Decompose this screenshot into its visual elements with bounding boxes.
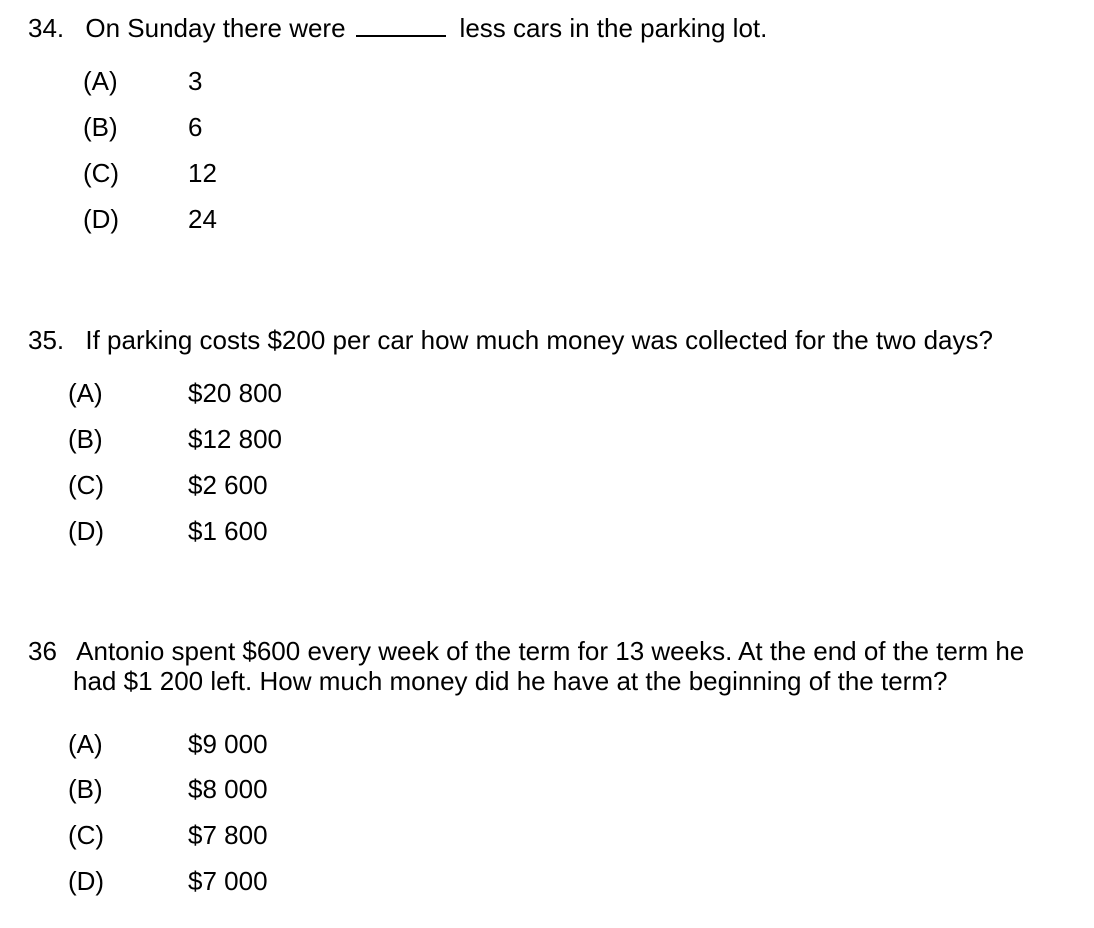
answer-blank <box>356 13 446 37</box>
question-35-stem <box>28 325 993 355</box>
question-number: 34. <box>28 13 65 43</box>
question-number: 36 <box>28 636 57 666</box>
option-letter: (C) <box>68 820 105 850</box>
question-36-stem-continued: had $1 200 left. How much money did he have at the beginning of the term? <box>73 666 948 696</box>
question-text: Antonio spent $600 every week of the term for 13 weeks. At the end of the term he <box>76 636 1025 666</box>
question-34-stem <box>28 13 767 43</box>
option-letter: (A) <box>83 66 118 96</box>
option-value: $7 800 <box>188 820 268 850</box>
question-36-stem <box>28 636 1024 666</box>
option-value: $7 000 <box>188 866 268 896</box>
option-value: $2 600 <box>188 470 268 500</box>
question-text: less cars in the parking lot. <box>459 13 768 43</box>
question-text: On Sunday there were <box>85 13 346 43</box>
option-value: $20 800 <box>188 378 282 408</box>
option-value: $12 800 <box>188 424 282 454</box>
option-letter: (B) <box>68 774 103 804</box>
option-value: 24 <box>188 204 217 234</box>
question-number: 35. <box>28 325 65 355</box>
option-value: 12 <box>188 158 217 188</box>
option-value: $8 000 <box>188 774 268 804</box>
option-letter: (A) <box>68 729 103 759</box>
option-value: 6 <box>188 112 203 142</box>
option-letter: (B) <box>68 424 103 454</box>
option-letter: (D) <box>68 866 105 896</box>
option-letter: (B) <box>83 112 118 142</box>
question-text: If parking costs $200 per car how much money was collected for the two days? <box>85 325 993 355</box>
option-letter: (C) <box>68 470 105 500</box>
option-letter: (C) <box>83 158 120 188</box>
option-value: $9 000 <box>188 729 268 759</box>
option-letter: (D) <box>68 516 105 546</box>
option-value: $1 600 <box>188 516 268 546</box>
option-value: 3 <box>188 66 203 96</box>
option-letter: (D) <box>83 204 120 234</box>
option-letter: (A) <box>68 378 103 408</box>
